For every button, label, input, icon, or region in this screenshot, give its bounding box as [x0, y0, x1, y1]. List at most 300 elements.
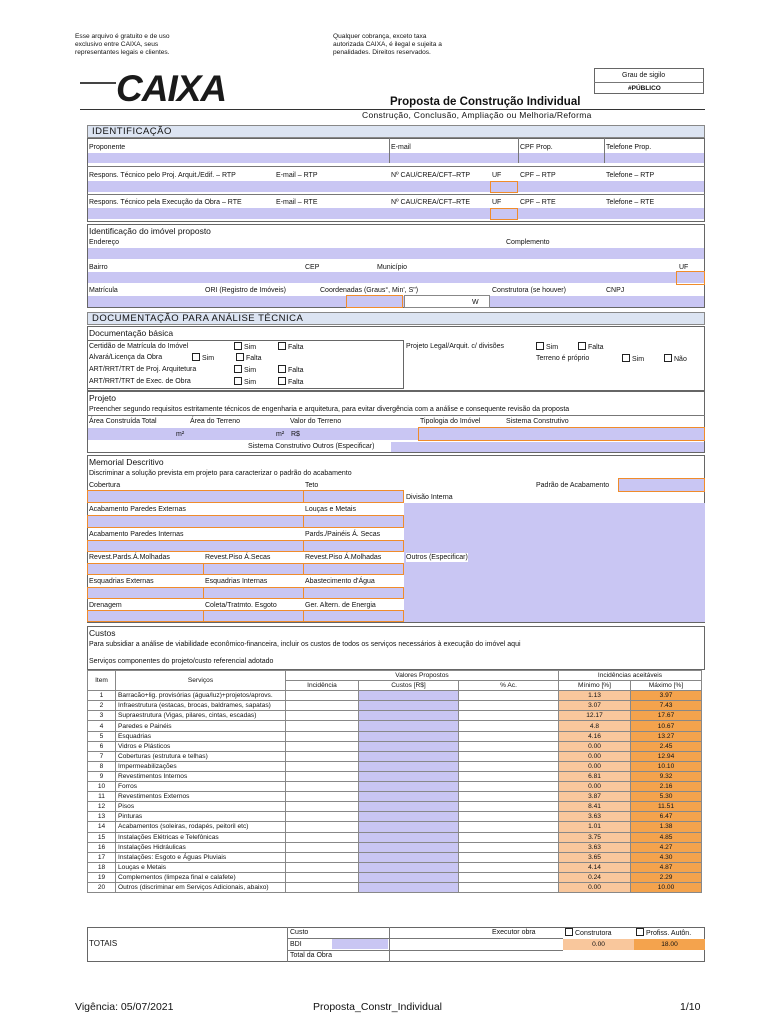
cell-servico: Pisos: [116, 802, 286, 812]
label-abast: Abastecimento d'Água: [305, 578, 375, 585]
cell-custo[interactable]: [359, 822, 459, 832]
table-row: [88, 822, 702, 832]
input-rev-piso-sec[interactable]: [203, 563, 304, 575]
label-teto: Teto: [305, 482, 319, 489]
cell-servico: Complementos (limpeza final e calafete): [116, 872, 286, 882]
input-acab-ext[interactable]: [87, 515, 304, 528]
input-coordenadas[interactable]: [346, 295, 403, 308]
input-esq-ext[interactable]: [87, 587, 204, 599]
input-rev-pards[interactable]: [87, 563, 204, 575]
col-pct: % Ac.: [459, 681, 559, 691]
table-row: [88, 721, 702, 731]
memorial-heading: Memorial Descritivo: [89, 457, 164, 467]
label-email: E-mail: [391, 144, 411, 151]
cell-pct: [459, 792, 559, 802]
cell-max: 4.85: [631, 832, 702, 842]
cell-item: 4: [88, 721, 116, 731]
cell-item: 7: [88, 751, 116, 761]
col-min: Mínimo [%]: [559, 681, 631, 691]
cell-max: 2.45: [631, 741, 702, 751]
cell-pct: [459, 862, 559, 872]
table-row: [88, 782, 702, 792]
cell-pct: [459, 741, 559, 751]
cell-servico: Revestimentos Externos: [116, 792, 286, 802]
cell-servico: Paredes e Painéis: [116, 721, 286, 731]
notice-left: Esse arquivo é gratuito e de uso exclusivo entre CAIXA, seus representantes legais e clientes.: [75, 33, 170, 56]
cell-max: 2.29: [631, 872, 702, 882]
input-uf-imovel[interactable]: [676, 271, 705, 285]
cell-min: 0.00: [559, 782, 631, 792]
cell-max: 10.10: [631, 761, 702, 771]
footer-doc: Proposta_Constr_Individual: [313, 1001, 442, 1013]
cell-incid[interactable]: [286, 832, 359, 842]
cell-item: 17: [88, 852, 116, 862]
cell-incid[interactable]: [286, 792, 359, 802]
label-tel-rtp: Telefone – RTP: [606, 172, 655, 179]
label-cep: CEP: [305, 264, 320, 271]
table-row: [88, 802, 702, 812]
cell-servico: Impermeabilizações: [116, 761, 286, 771]
cell-min: 0.00: [559, 761, 631, 771]
cell-custo[interactable]: [359, 832, 459, 842]
cell-incid[interactable]: [286, 802, 359, 812]
cell-item: 5: [88, 731, 116, 741]
table-row: [88, 751, 702, 761]
label-cobertura: Cobertura: [89, 482, 121, 489]
cell-min: 3.75: [559, 832, 631, 842]
label-loucas: Louças e Metais: [305, 506, 356, 513]
label-projeto-legal: Projeto Legal/Arquit. c/ divisões: [406, 343, 505, 350]
cell-incid[interactable]: [286, 741, 359, 751]
cell-custo[interactable]: [359, 701, 459, 711]
label-uf-rtp: UF: [492, 172, 502, 179]
input-memorial-outros[interactable]: [404, 503, 705, 622]
cell-servico: Instalações: Esgoto e Águas Pluviais: [116, 852, 286, 862]
cell-min: 12.17: [559, 711, 631, 721]
label-sistema: Sistema Construtivo: [506, 418, 569, 425]
cb-r2-sim[interactable]: Sim: [192, 353, 214, 363]
cell-max: 4.27: [631, 842, 702, 852]
page-subtitle: Construção, Conclusão, Ampliação ou Melhoria/Reforma: [362, 110, 592, 120]
cell-incid[interactable]: [286, 711, 359, 721]
cell-incid[interactable]: [286, 842, 359, 852]
input-acab-int[interactable]: [87, 540, 304, 552]
label-area-terreno: Área do Terreno: [190, 418, 241, 425]
input-rtp-row[interactable]: [88, 181, 704, 192]
label-matricula: Matrícula: [89, 287, 118, 294]
cb-r1-falta[interactable]: Falta: [278, 342, 304, 352]
input-padrao[interactable]: [618, 478, 705, 492]
label-custo: Custo: [290, 929, 309, 936]
cell-max: 7.43: [631, 701, 702, 711]
cell-max: 2.16: [631, 782, 702, 792]
cell-custo[interactable]: [359, 691, 459, 701]
cell-pct: [459, 761, 559, 771]
label-padrao: Padrão de Acabamento: [536, 482, 610, 489]
bdi-min: 0.00: [563, 939, 634, 950]
cell-max: 13.27: [631, 731, 702, 741]
cell-incid[interactable]: [286, 691, 359, 701]
cell-servico: Barracão+lig. provisórias (água/luz)+projetos/aprovs.: [116, 691, 286, 701]
cb-r3-falta[interactable]: Falta: [278, 365, 304, 375]
label-proponente: Proponente: [89, 144, 126, 151]
doc-r3: ART/RRT/TRT de Proj. Arquitetura: [89, 366, 197, 373]
cell-max: 1.38: [631, 822, 702, 832]
label-municipio: Município: [377, 264, 407, 271]
totais-label: TOTAIS: [89, 939, 118, 948]
label-cau-rtp: Nº CAU/CREA/CFT–RTP: [391, 172, 471, 179]
cell-servico: Acabamentos (soleiras, rodapés, peitoril etc): [116, 822, 286, 832]
cb-terreno-nao[interactable]: Não: [664, 354, 687, 364]
table-row: [88, 812, 702, 822]
table-row: [88, 862, 702, 872]
label-complemento: Complemento: [506, 239, 550, 246]
cell-servico: Instalações Hidráulicas: [116, 842, 286, 852]
cell-min: 0.00: [559, 741, 631, 751]
input-rev-piso-mol[interactable]: [303, 563, 404, 575]
cell-item: 11: [88, 792, 116, 802]
cell-servico: Revestimentos Internos: [116, 771, 286, 781]
page-title: Proposta de Construção Individual: [390, 96, 581, 108]
label-uf-rte: UF: [492, 199, 502, 206]
cell-pct: [459, 721, 559, 731]
label-cnpj: CNPJ: [606, 287, 625, 294]
cell-min: 3.87: [559, 792, 631, 802]
custos-note: Para subsidiar a análise de viabilidade econômico-financeira, incluir os custos de todos os serviços necessários à execução do imóvel aqui: [89, 641, 521, 648]
cell-pct: [459, 782, 559, 792]
input-loucas[interactable]: [303, 515, 404, 528]
col-custos: Custos [R$]: [359, 681, 459, 691]
cb-r4-sim[interactable]: Sim: [234, 377, 256, 387]
cell-min: 8.41: [559, 802, 631, 812]
cell-custo[interactable]: [359, 761, 459, 771]
input-teto[interactable]: [303, 490, 404, 503]
bdi-max: 18.00: [634, 939, 705, 950]
cell-max: 3.97: [631, 691, 702, 701]
table-row: [88, 711, 702, 721]
cell-servico: Infraestrutura (estacas, brocas, baldrames, sapatas): [116, 701, 286, 711]
label-valor-terreno: Valor do Terreno: [290, 418, 342, 425]
cell-item: 18: [88, 862, 116, 872]
cell-custo[interactable]: [359, 792, 459, 802]
input-drenagem[interactable]: [87, 610, 204, 622]
cell-min: 4.16: [559, 731, 631, 741]
label-cau-rte: Nº CAU/CREA/CFT–RTE: [391, 199, 471, 206]
caixa-logo: CAIXA: [116, 68, 227, 109]
cell-incid[interactable]: [286, 782, 359, 792]
input-sistema-outros[interactable]: [391, 442, 704, 452]
cell-max: 10.00: [631, 882, 702, 892]
cell-incid[interactable]: [286, 882, 359, 892]
cell-min: 1.13: [559, 691, 631, 701]
cell-custo[interactable]: [359, 751, 459, 761]
label-coordenadas: Coordenadas (Graus°, Min', S"): [320, 287, 419, 294]
label-pards: Pards./Painéis Á. Secas: [305, 531, 381, 538]
input-bairro[interactable]: [88, 272, 704, 283]
unit-m2-a: m²: [176, 431, 185, 438]
cell-incid[interactable]: [286, 701, 359, 711]
cell-incid[interactable]: [286, 812, 359, 822]
cell-item: 19: [88, 872, 116, 882]
cell-min: 3.63: [559, 812, 631, 822]
section-identificacao: IDENTIFICAÇÃO: [87, 125, 705, 138]
label-tel-prop: Telefone Prop.: [606, 144, 652, 151]
table-row: [88, 741, 702, 751]
cell-item: 1: [88, 691, 116, 701]
cell-custo[interactable]: [359, 741, 459, 751]
cell-min: 1.01: [559, 822, 631, 832]
input-pards[interactable]: [303, 540, 404, 552]
doc-r1: Certidão de Matrícula do Imóvel: [89, 343, 189, 350]
section-documentacao: DOCUMENTAÇÃO PARA ANÁLISE TÉCNICA: [87, 312, 705, 325]
cell-item: 15: [88, 832, 116, 842]
label-divisao: Divisão Interna: [406, 494, 453, 501]
custos-heading: Custos: [89, 628, 116, 638]
cell-max: 9.32: [631, 771, 702, 781]
label-terreno: Terreno é próprio: [536, 355, 590, 362]
input-sistema[interactable]: [418, 427, 705, 441]
table-row: [88, 882, 702, 892]
cell-pct: [459, 731, 559, 741]
cell-min: 0.00: [559, 882, 631, 892]
col-aceit: Incidências aceitáveis: [559, 671, 702, 681]
cell-incid[interactable]: [286, 751, 359, 761]
cell-pct: [459, 812, 559, 822]
cell-incid[interactable]: [286, 761, 359, 771]
input-endereco[interactable]: [88, 248, 704, 259]
servicos-title: Serviços componentes do projeto/custo referencial adotado: [89, 658, 274, 665]
table-row: [88, 792, 702, 802]
input-rte-row[interactable]: [88, 208, 704, 219]
cell-item: 6: [88, 741, 116, 751]
cb-profiss[interactable]: Profiss. Autôn.: [636, 928, 691, 938]
cell-incid[interactable]: [286, 872, 359, 882]
cell-servico: Coberturas (estrutura e telhas): [116, 751, 286, 761]
cell-custo[interactable]: [359, 812, 459, 822]
label-area-total: Área Construída Total: [89, 418, 157, 425]
label-email-rte: E-mail – RTE: [276, 199, 318, 206]
cell-item: 16: [88, 842, 116, 852]
memorial-note: Discriminar a solução prevista em projeto para caracterizar o padrão do acabamento: [89, 470, 352, 477]
cell-item: 13: [88, 812, 116, 822]
docbasica-heading: Documentação básica: [89, 328, 174, 338]
cb-r3-sim[interactable]: Sim: [234, 365, 256, 375]
label-ori: ORI (Registro de Imóveis): [205, 287, 286, 294]
cell-pct: [459, 701, 559, 711]
label-bairro: Bairro: [89, 264, 108, 271]
label-outros: Outros (Especificar): [406, 554, 468, 561]
cb-projeto-falta[interactable]: Falta: [578, 342, 604, 352]
cell-pct: [459, 882, 559, 892]
cell-min: 6.81: [559, 771, 631, 781]
cb-terreno-sim[interactable]: Sim: [622, 354, 644, 364]
label-resp-proj: Respons. Técnico pelo Proj. Arquit./Edif. – RTP: [89, 172, 236, 179]
label-bdi: BDI: [290, 941, 302, 948]
cell-item: 10: [88, 782, 116, 792]
projeto-note: Preencher segundo requisitos estritamente técnicos de engenharia e arquitetura, para evitar divergência com a análise e consequente revisão da proposta: [89, 406, 570, 413]
input-coleta[interactable]: [203, 610, 304, 622]
cell-min: 0.00: [559, 751, 631, 761]
cb-r4-falta[interactable]: Falta: [278, 377, 304, 387]
cell-custo[interactable]: [359, 852, 459, 862]
cell-servico: Esquadrias: [116, 731, 286, 741]
cb-r1-sim[interactable]: Sim: [234, 342, 256, 352]
cell-min: 0.24: [559, 872, 631, 882]
cell-pct: [459, 822, 559, 832]
input-uf-rte[interactable]: [490, 208, 518, 220]
cell-custo[interactable]: [359, 711, 459, 721]
cell-max: 17.67: [631, 711, 702, 721]
input-ger[interactable]: [303, 610, 404, 622]
cell-custo[interactable]: [359, 872, 459, 882]
table-row: [88, 852, 702, 862]
cell-servico: Vidros e Plásticos: [116, 741, 286, 751]
cell-custo[interactable]: [359, 782, 459, 792]
cell-servico: Louças e Metais: [116, 862, 286, 872]
cell-item: 14: [88, 822, 116, 832]
cell-incid[interactable]: [286, 771, 359, 781]
cell-custo[interactable]: [359, 721, 459, 731]
label-rev-pards: Revest.Pards.Á.Molhadas: [89, 554, 170, 561]
projeto-heading: Projeto: [89, 393, 116, 403]
cb-construtora[interactable]: Construtora: [565, 928, 612, 938]
cell-custo[interactable]: [359, 882, 459, 892]
cell-pct: [459, 842, 559, 852]
cell-item: 9: [88, 771, 116, 781]
col-item: Item: [88, 671, 116, 691]
cell-min: 4.14: [559, 862, 631, 872]
label-cpf-rte: CPF – RTE: [520, 199, 556, 206]
cell-max: 6.47: [631, 812, 702, 822]
label-endereco: Endereço: [89, 239, 119, 246]
unit-m2-b: m²: [276, 431, 285, 438]
table-row: [88, 731, 702, 741]
table-row: [88, 701, 702, 711]
label-uf: UF: [679, 264, 689, 271]
label-resp-exec: Respons. Técnico pela Execução da Obra – RTE: [89, 199, 242, 206]
cell-item: 8: [88, 761, 116, 771]
cell-pct: [459, 832, 559, 842]
col-valores: Valores Propostos: [286, 671, 559, 681]
doc-r2: Alvará/Licença da Obra: [89, 354, 163, 361]
label-drenagem: Drenagem: [89, 602, 122, 609]
cell-servico: Instalações Elétricas e Telefônicas: [116, 832, 286, 842]
cell-servico: Forros: [116, 782, 286, 792]
cell-servico: Outros (discriminar em Serviços Adicionais, abaixo): [116, 882, 286, 892]
cell-min: 4.8: [559, 721, 631, 731]
cell-max: 5.30: [631, 792, 702, 802]
cell-pct: [459, 751, 559, 761]
label-w: W: [472, 299, 479, 306]
input-esq-int[interactable]: [203, 587, 304, 599]
cell-max: 4.30: [631, 852, 702, 862]
classification-value: #PÚBLICO: [628, 85, 661, 92]
table-row: [88, 832, 702, 842]
cell-max: 12.94: [631, 751, 702, 761]
cell-custo[interactable]: [359, 802, 459, 812]
label-rev-piso-mol: Revest.Piso Á.Molhadas: [305, 554, 382, 561]
cell-min: 3.63: [559, 842, 631, 852]
label-cpf-rtp: CPF – RTP: [520, 172, 556, 179]
cost-table: [87, 670, 702, 893]
cell-servico: Pinturas: [116, 812, 286, 822]
cell-pct: [459, 802, 559, 812]
cell-pct: [459, 711, 559, 721]
cell-min: 3.07: [559, 701, 631, 711]
cell-pct: [459, 852, 559, 862]
cell-min: 3.65: [559, 852, 631, 862]
label-total-obra: Total da Obra: [290, 952, 333, 959]
cell-pct: [459, 771, 559, 781]
label-email-rtp: E-mail – RTP: [276, 172, 318, 179]
cell-max: 10.67: [631, 721, 702, 731]
cell-item: 20: [88, 882, 116, 892]
label-cpf-prop: CPF Prop.: [520, 144, 553, 151]
cell-max: 4.87: [631, 862, 702, 872]
cell-incid[interactable]: [286, 862, 359, 872]
input-abast[interactable]: [303, 587, 404, 599]
cell-custo[interactable]: [359, 731, 459, 741]
label-esq-int: Esquadrias Internas: [205, 578, 268, 585]
cell-max: 11.51: [631, 802, 702, 812]
notice-right: Qualquer cobrança, exceto taxa autorizada CAIXA, é ilegal e sujeita a penalidades. Direitos reservados.: [333, 33, 442, 56]
cb-projeto-sim[interactable]: Sim: [536, 342, 558, 352]
doc-r4: ART/RRT/TRT de Exec. de Obra: [89, 378, 191, 385]
cell-custo[interactable]: [359, 862, 459, 872]
table-row: [88, 761, 702, 771]
cell-custo[interactable]: [359, 771, 459, 781]
cell-incid[interactable]: [286, 852, 359, 862]
table-row: [88, 842, 702, 852]
input-uf-rtp[interactable]: [490, 181, 518, 193]
table-row: [88, 691, 702, 701]
footer-vigencia: Vigência: 05/07/2021: [75, 1001, 174, 1013]
label-construtora: Construtora (se houver): [492, 287, 566, 294]
label-coleta: Coleta/Tratmto. Esgoto: [205, 602, 277, 609]
unit-rs: R$: [291, 431, 300, 438]
cell-incid[interactable]: [286, 822, 359, 832]
cell-incid[interactable]: [286, 721, 359, 731]
classification-label: Grau de sigilo: [622, 72, 666, 79]
cell-incid[interactable]: [286, 731, 359, 741]
footer-page: 1/10: [680, 1001, 701, 1013]
cell-item: 12: [88, 802, 116, 812]
cell-custo[interactable]: [359, 842, 459, 852]
cell-pct: [459, 691, 559, 701]
label-rev-piso-sec: Revest.Piso Á.Secas: [205, 554, 271, 561]
table-row: [88, 771, 702, 781]
label-sistema-outros: Sistema Construtivo Outros (Especificar): [248, 443, 375, 450]
label-acab-int: Acabamento Paredes Internas: [89, 531, 184, 538]
col-servicos: Serviços: [116, 671, 286, 691]
cb-r2-falta[interactable]: Falta: [236, 353, 262, 363]
col-incid: Incidência: [286, 681, 359, 691]
label-executor: Executor obra: [492, 929, 536, 936]
label-tipologia: Tipologia do Imóvel: [420, 418, 481, 425]
col-max: Máximo [%]: [631, 681, 702, 691]
input-proponente-row[interactable]: [88, 153, 704, 163]
cell-item: 3: [88, 711, 116, 721]
cell-item: 2: [88, 701, 116, 711]
imovel-heading: Identificação do imóvel proposto: [89, 226, 211, 236]
table-row: [88, 872, 702, 882]
input-bdi[interactable]: [332, 939, 388, 949]
cell-pct: [459, 872, 559, 882]
label-ger: Ger. Altern. de Energia: [305, 602, 376, 609]
label-acab-ext: Acabamento Paredes Externas: [89, 506, 186, 513]
cell-servico: Supraestrutura (Vigas, pilares, cintas, escadas): [116, 711, 286, 721]
input-cobertura[interactable]: [87, 490, 304, 503]
